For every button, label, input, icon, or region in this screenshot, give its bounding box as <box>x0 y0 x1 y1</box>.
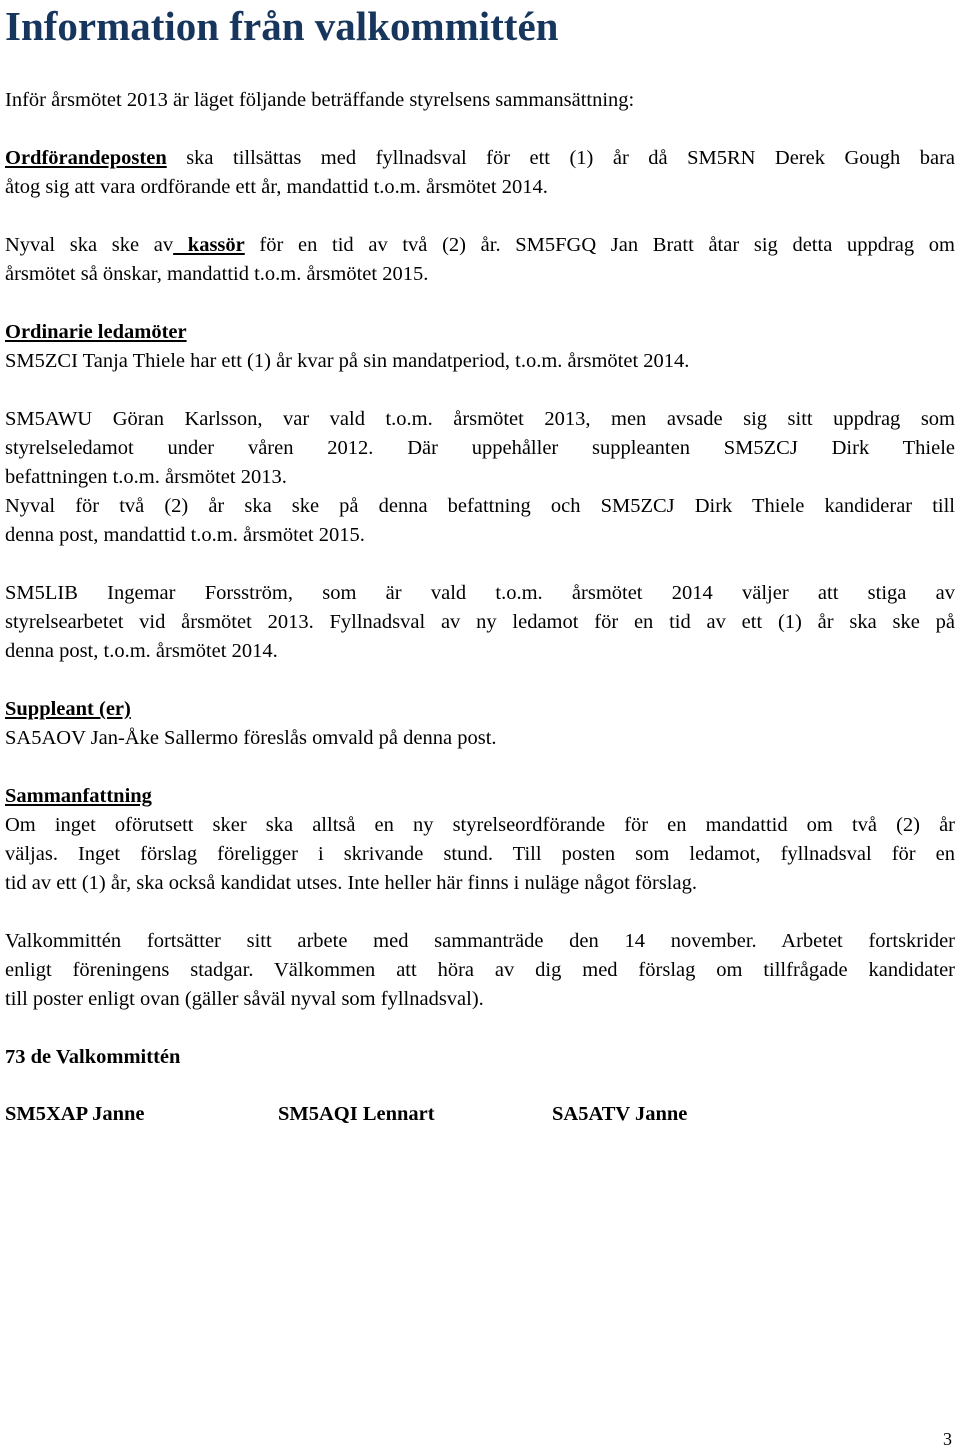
chair-line-1 <box>5 144 955 173</box>
treasurer-paragraph <box>5 231 955 289</box>
summary-heading: Sammanfattning <box>5 785 152 807</box>
signature-2: SM5AQI Lennart <box>278 1103 435 1125</box>
intro-text: Inför årsmötet 2013 är läget följande beträffande styrelsens sammansättning: <box>5 89 635 111</box>
awu-line-2: styrelseledamot under våren 2012. Där uppehåller suppleanten SM5ZCJ Dirk Thiele <box>5 437 955 459</box>
page-number: 3 <box>943 1429 952 1449</box>
chair-heading: Ordförandeposten <box>5 147 167 169</box>
signature-3: SA5ATV Janne <box>552 1103 688 1125</box>
summary-line-1: Om inget oförutsett sker ska alltså en ny styrelseordförande för en mandattid om två (2) år <box>5 814 955 836</box>
lib-line-1: SM5LIB Ingemar Forsström, som är vald t.o.m. årsmötet 2014 väljer att stiga av <box>5 582 955 604</box>
summary-paragraph <box>5 782 955 898</box>
deputy-line-1: SA5AOV Jan-Åke Sallermo föreslås omvald på denna post. <box>5 727 497 749</box>
lib-paragraph <box>5 579 955 666</box>
awu-line-5: denna post, mandattid t.o.m. årsmötet 2015. <box>5 524 365 546</box>
lib-line-3: denna post, t.o.m. årsmötet 2014. <box>5 640 278 662</box>
deputy-heading: Suppleant (er) <box>5 698 131 720</box>
chair-line-1-text: ska tillsättas med fyllnadsval för ett (1) år då SM5RN Derek Gough bara <box>166 147 955 169</box>
continuation-line-3: till poster enligt ovan (gäller såväl nyval som fyllnadsval). <box>5 988 484 1010</box>
treasurer-heading: kassör <box>173 234 245 256</box>
awu-line-1: SM5AWU Göran Karlsson, var vald t.o.m. årsmötet 2013, men avsade sig sitt uppdrag som <box>5 408 955 430</box>
summary-line-2: väljas. Inget förslag föreligger i skrivande stund. Till posten som ledamot, fyllnadsval för en <box>5 843 955 865</box>
awu-line-3: befattningen t.o.m. årsmötet 2013. <box>5 466 287 488</box>
summary-line-3: tid av ett (1) år, ska också kandidat utses. Inte heller här finns i nuläge något förslag. <box>5 872 697 894</box>
ordinary-line-1: SM5ZCI Tanja Thiele har ett (1) år kvar på sin mandatperiod, t.o.m. årsmötet 2014. <box>5 350 690 372</box>
page-title: Information från valkommittén <box>5 3 559 49</box>
treasurer-line-1-text: för en tid av två (2) år. SM5FGQ Jan Bratt åtar sig detta uppdrag om <box>244 234 955 256</box>
treasurer-lead: Nyval ska ske av <box>5 234 174 256</box>
ordinary-heading: Ordinarie ledamöter <box>5 321 187 343</box>
closing-text: 73 de Valkommittén <box>5 1046 181 1068</box>
continuation-line-1: Valkommittén fortsätter sitt arbete med sammanträde den 14 november. Arbetet fortskrider <box>5 930 955 952</box>
awu-line-4: Nyval för två (2) år ska ske på denna befattning och SM5ZCJ Dirk Thiele kandiderar till <box>5 495 955 517</box>
chair-line-2: åtog sig att vara ordförande ett år, mandattid t.o.m. årsmötet 2014. <box>5 176 548 198</box>
deputy-paragraph <box>5 695 955 753</box>
treasurer-line-1 <box>5 231 955 260</box>
closing-paragraph <box>5 1043 955 1072</box>
chair-paragraph <box>5 144 955 202</box>
treasurer-line-2: årsmötet så önskar, mandattid t.o.m. årsmötet 2015. <box>5 263 429 285</box>
signature-1: SM5XAP Janne <box>5 1103 145 1125</box>
lib-line-2: styrelsearbetet vid årsmötet 2013. Fyllnadsval av ny ledamot för en tid av ett (1) år ska ske på <box>5 611 955 633</box>
ordinary-paragraph <box>5 318 955 376</box>
continuation-paragraph <box>5 927 955 1014</box>
continuation-line-2: enligt föreningens stadgar. Välkommen att höra av dig med förslag om tillfrågade kandidater <box>5 959 955 981</box>
awu-paragraph <box>5 405 955 550</box>
intro-paragraph <box>5 86 955 115</box>
